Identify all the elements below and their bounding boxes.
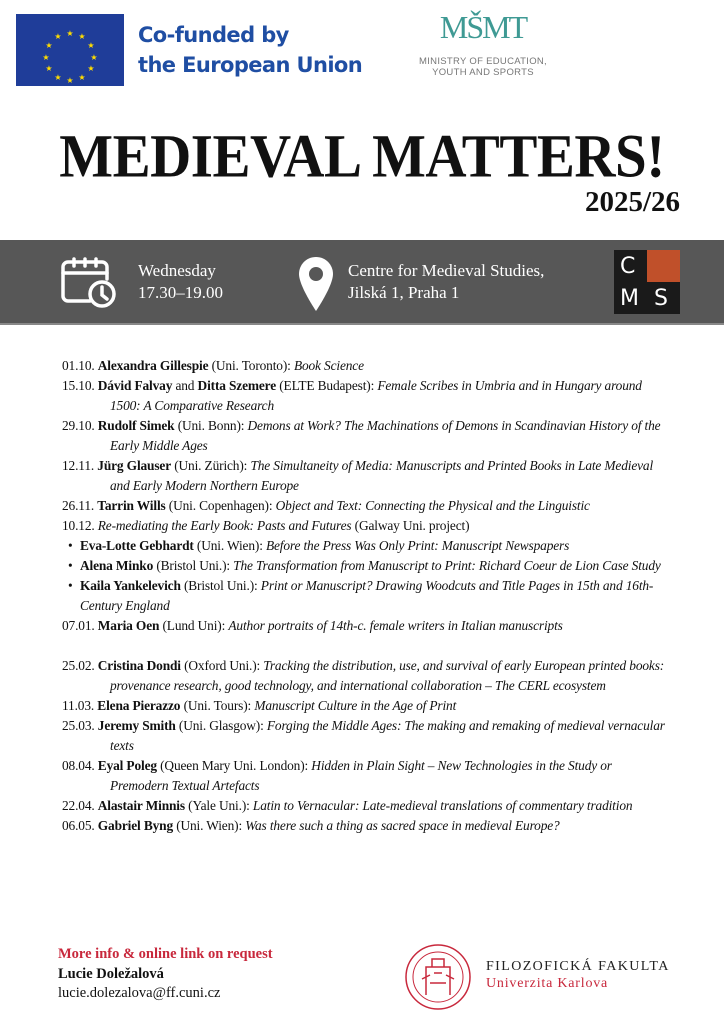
title: Author portraits of 14th-c. female writers in Italian manuscripts [228,618,563,633]
list-item [62,716,666,756]
time: 17.30–19.00 [138,283,223,302]
svg-text:★: ★ [66,29,74,38]
name: Alexandra Gillespie [97,358,209,373]
ministry-line-2: YOUTH AND SPORTS [432,67,534,78]
list-item [62,616,666,636]
title: Manuscript Culture in the Age of Print [254,698,457,713]
name: Gabriel Byng [97,818,173,833]
svg-text:★: ★ [54,73,62,82]
university-name: Univerzita Karlova [486,976,609,991]
list-item [62,496,666,516]
sub-list-item [62,536,666,556]
academic-year: 2025/26 [584,186,680,218]
date: 25.02. [62,658,95,673]
svg-text:★: ★ [78,73,86,82]
date: 15.10. [62,378,95,393]
svg-text:★: ★ [66,76,74,85]
eu-text-line-1: Co-funded by [138,23,289,47]
list-item [62,796,666,816]
list-item [62,356,666,376]
name: Eva-Lotte Gebhardt [80,538,194,553]
affil: (Queen Mary Uni. London): [160,758,309,773]
calendar-clock-icon [60,257,118,309]
date: 12.11. [62,458,95,473]
affil: (Uni. Wien): [196,538,263,553]
faculty-name: FILOZOFICKÁ FAKULTA [486,959,670,974]
name: Maria Oen [97,618,160,633]
title: The Simultaneity of Media: Manuscripts and Printed Books in Late Medieval and Early Modern Northern Europe [110,458,654,493]
date: 26.11. [62,498,95,513]
name: Elena Pierazzo [97,698,181,713]
list-item [62,696,666,716]
affil: (Bristol Uni.): [183,578,258,593]
venue-text [348,260,544,304]
name: Kaila Yankelevich [80,578,181,593]
list-item [62,656,666,696]
date: 29.10. [62,418,95,433]
affil: (ELTE Budapest): [279,378,375,393]
svg-text:★: ★ [87,41,95,50]
svg-text:★: ★ [45,64,53,73]
name: Eyal Poleg [97,758,157,773]
eu-cofunded-text [138,20,362,80]
contact-name: Lucie Doležalová [58,966,164,982]
list-item [62,816,666,836]
title: Object and Text: Connecting the Physical and the Linguistic [275,498,590,513]
title: Tracking the distribution, use, and survival of early European printed books: provenance research, good technology, and international collaboration – The CERL ecosystem [110,658,665,693]
date: 25.03. [62,718,95,733]
title: Demons at Work? The Machinations of Demons in Scandinavian History of the Early Middle Ages [110,418,661,453]
university-seal-logo [404,943,472,1011]
svg-text:★: ★ [42,53,50,62]
name: Jeremy Smith [97,718,176,733]
title: Book Science [293,358,364,373]
name: Tarrin Wills [97,498,166,513]
list-item [62,376,666,416]
contact-email-link[interactable]: lucie.dolezalova@ff.cuni.cz [58,985,221,1001]
page-title: MEDIEVAL MATTERS! [59,122,665,191]
list-item [62,516,666,536]
title: Was there such a thing as sacred space in medieval Europe? [245,818,560,833]
cms-letter-m: M [620,286,639,311]
title: Before the Press Was Only Print: Manuscript Newspapers [265,538,570,553]
date: 07.01. [62,618,95,633]
title: Print or Manuscript? Drawing Woodcuts and Title Pages in 15th and 16th-Century England [80,578,654,613]
title: Female Scribes in Umbria and in Hungary around 1500: A Comparative Research [110,378,642,413]
affil: (Uni. Tours): [183,698,252,713]
svg-text:★: ★ [90,53,98,62]
name: Alena Minko [80,558,154,573]
affil: (Oxford Uni.): [184,658,261,673]
day: Wednesday [138,261,216,280]
location-pin-icon [298,256,334,312]
name: Jürg Glauser [97,458,172,473]
title: Forging the Middle Ages: The making and remaking of medieval vernacular texts [110,718,665,753]
affil: (Uni. Copenhagen): [168,498,273,513]
date: 06.05. [62,818,95,833]
svg-text:★: ★ [45,41,53,50]
title: Hidden in Plain Sight – New Technologies in the Study or Premodern Textual Artefacts [110,758,612,793]
venue: Centre for Medieval Studies, [348,261,545,280]
msmt-mark: MŠMT [439,9,527,45]
svg-text:★: ★ [78,32,86,41]
lecture-list [62,356,666,836]
cms-letter-c: C [620,254,636,279]
more-info-note: More info & online link on request [58,946,273,962]
name: Cristina Dondi [97,658,181,673]
name: Alastair Minnis [97,798,185,813]
eu-text-line-2: the European Union [138,53,363,77]
affil: (Uni. Wien): [176,818,243,833]
list-item [62,756,666,796]
affil: (Uni. Bonn): [177,418,245,433]
svg-text:★: ★ [87,64,95,73]
date: 22.04. [62,798,95,813]
cms-orange-square [647,250,680,282]
list-item [62,416,666,456]
affil: (Yale Uni.): [188,798,250,813]
date: 10.12. [62,518,95,533]
conj: and [175,378,195,393]
cms-letter-s: S [654,286,668,311]
affil: (Bristol Uni.): [156,558,230,573]
schedule-text [138,260,223,304]
date: 11.03. [62,698,95,713]
affil: (Uni. Toronto): [211,358,291,373]
affil: (Uni. Zürich): [174,458,248,473]
title: Latin to Vernacular: Late-medieval translations of commentary tradition [252,798,633,813]
affil: (Lund Uni): [162,618,226,633]
ministry-line-1: MINISTRY OF EDUCATION, [419,56,547,67]
address: Jilská 1, Praha 1 [348,283,460,302]
svg-text:★: ★ [54,32,62,41]
name2: Ditta Szemere [197,378,277,393]
eu-flag-logo [16,14,124,86]
date: 08.04. [62,758,95,773]
name: Dávid Falvay [97,378,173,393]
title: The Transformation from Manuscript to Print: Richard Coeur de Lion Case Study [233,558,661,573]
sub-list-item [62,576,666,616]
name: Rudolf Simek [97,418,175,433]
date: 01.10. [62,358,95,373]
ministry-logo [398,9,568,78]
title: Re-mediating the Early Book: Pasts and Futures [97,518,352,533]
affil: (Galway Uni. project) [354,518,470,533]
affil: (Uni. Glasgow): [178,718,264,733]
sub-list-item [62,556,666,576]
list-item [62,456,666,496]
cms-logo [614,250,680,314]
